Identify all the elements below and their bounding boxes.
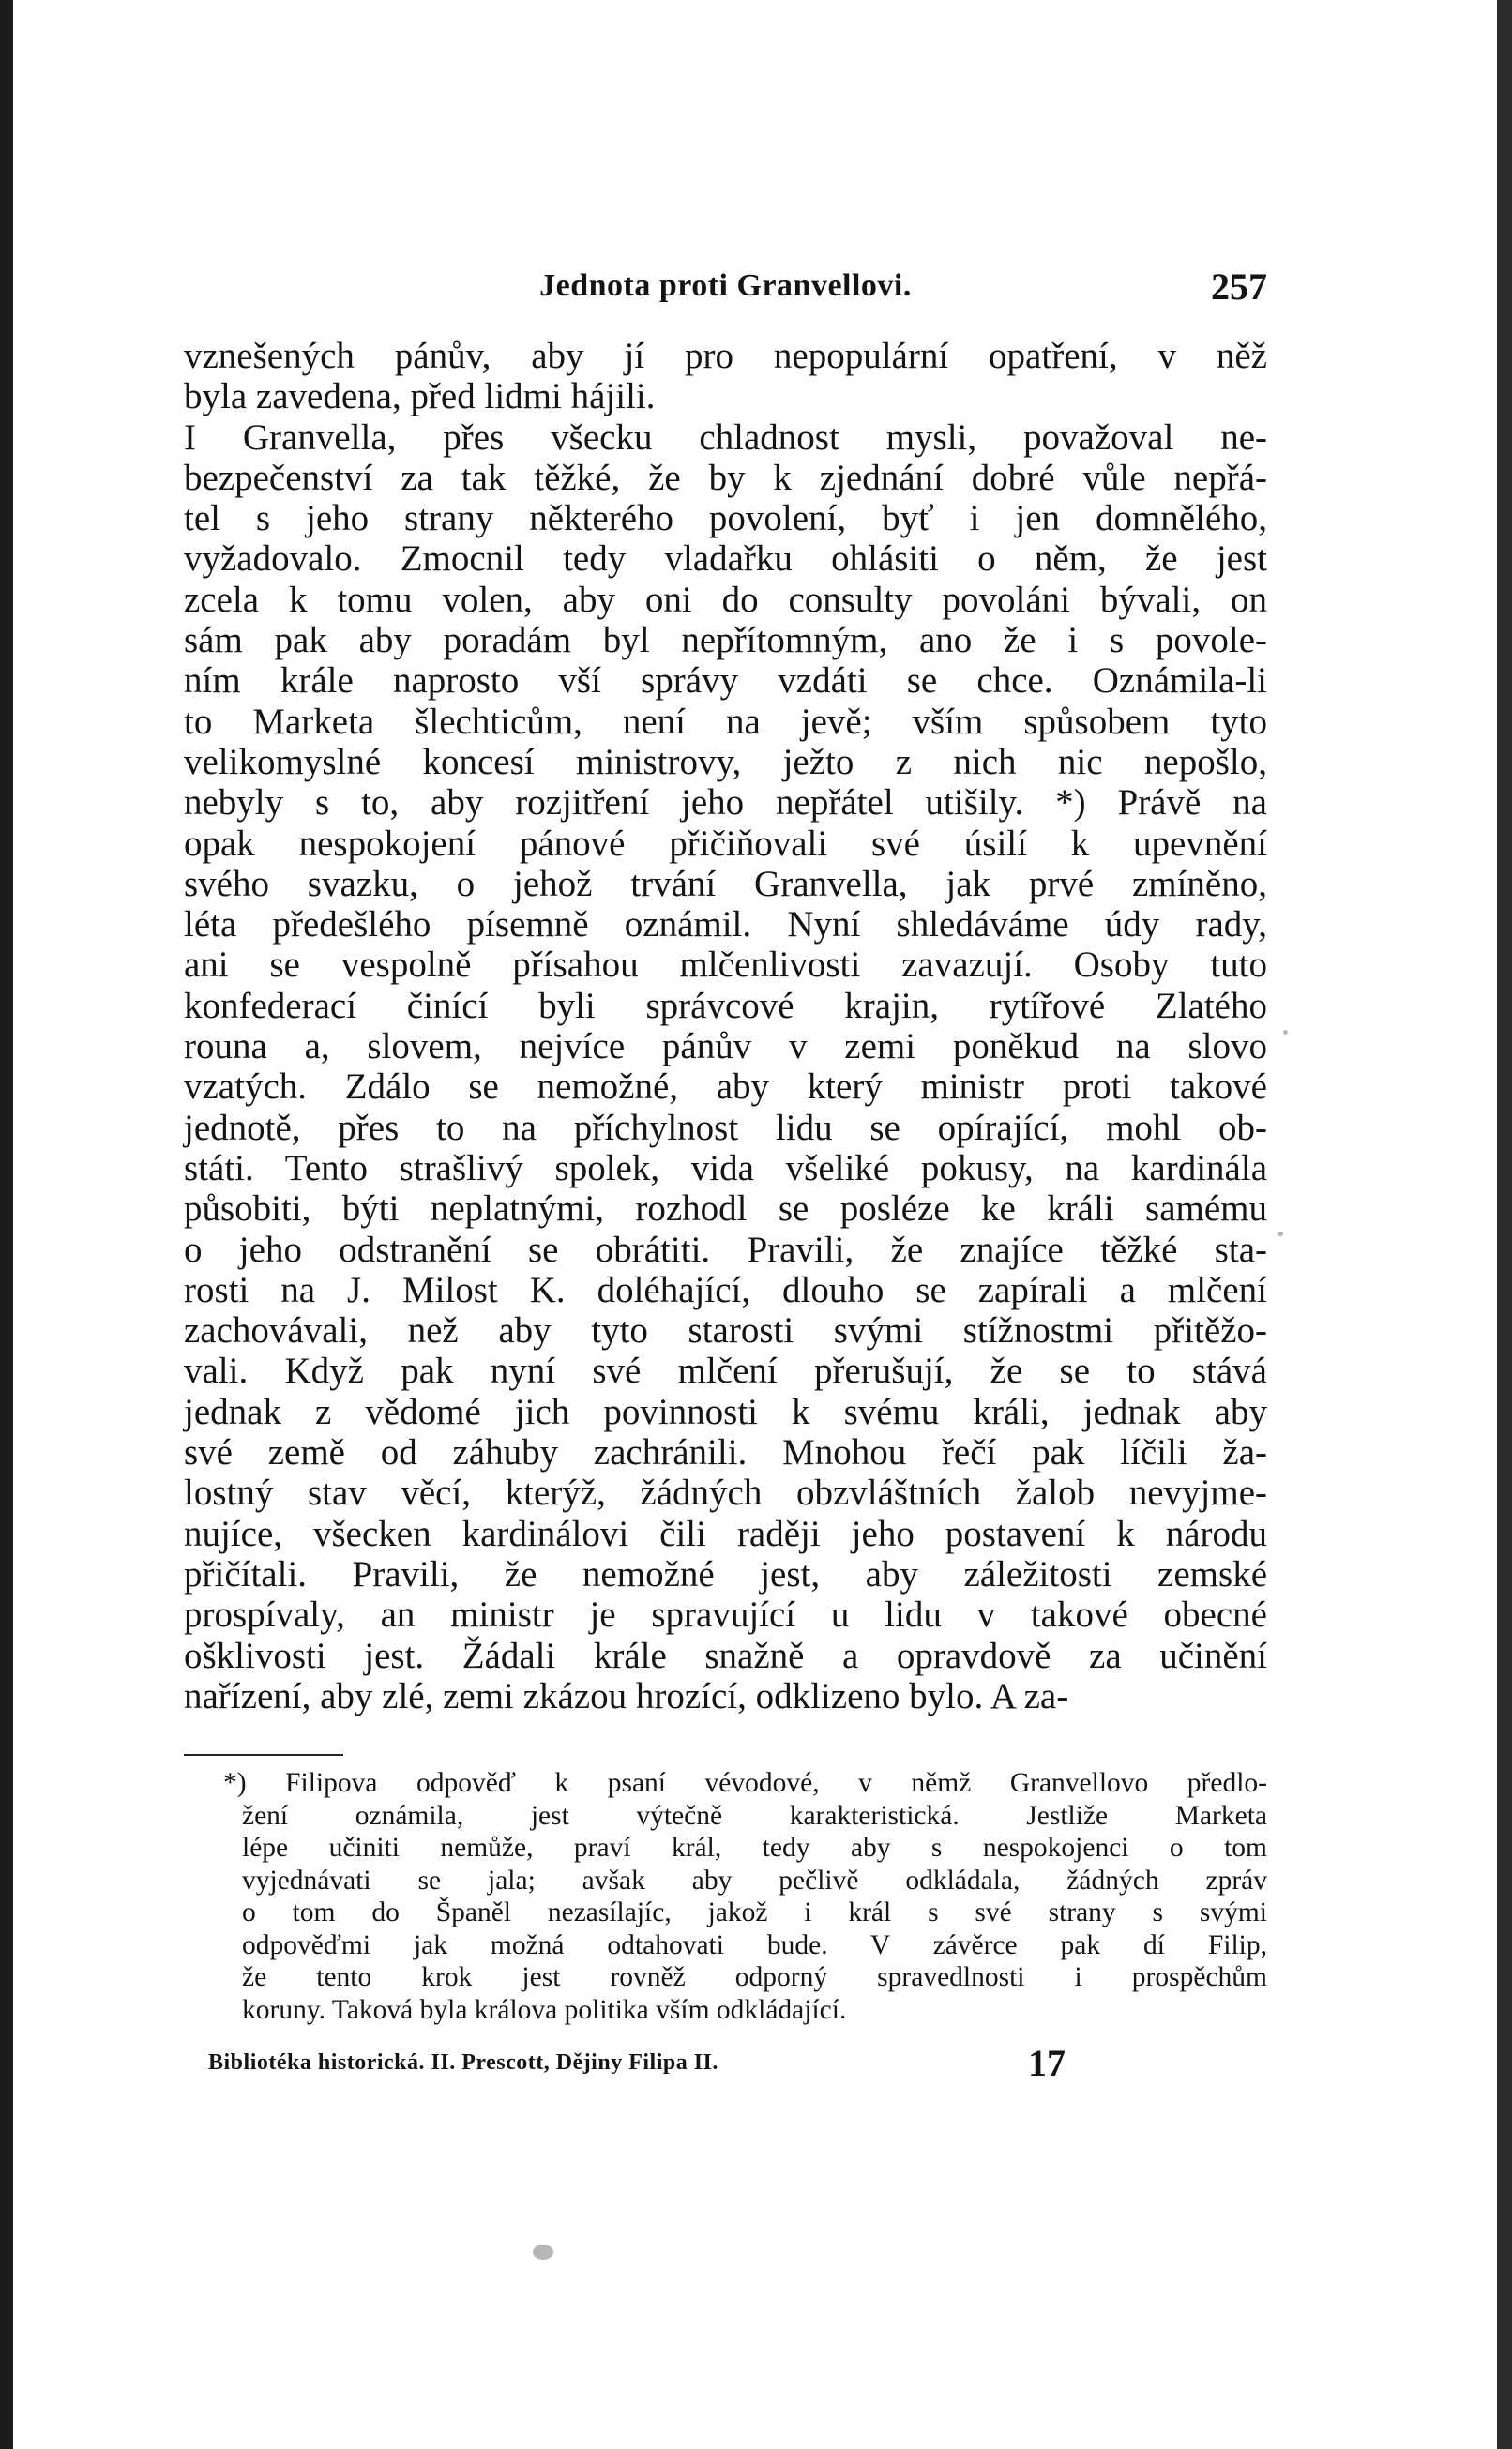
text-line: jednak z vědomé jich povinnosti k svému králi, jednak aby	[184, 1391, 1267, 1432]
text-line: prospívaly, an ministr je spravující u lidu v takové obecné	[184, 1595, 1267, 1636]
text-line: velikomyslné koncesí ministrovy, ježto z nich nic nepošlo,	[184, 741, 1267, 782]
footnote-line: lépe učiniti nemůže, praví král, tedy aby s nespokojenci o tom	[242, 1833, 1267, 1864]
footnote	[184, 1767, 1267, 2026]
scan-edge-left	[0, 0, 13, 2449]
page-number: 257	[1211, 265, 1267, 308]
footnote-line: odpověďmi jak možná odtahovati bude. V závěrce pak dí Filip,	[242, 1929, 1267, 1960]
footnote-line: že tento krok jest rovněž odporný spravedlnosti i prospěchům	[242, 1962, 1267, 1993]
paper-stain	[533, 2245, 553, 2260]
text-line: vznešených pánův, aby jí pro nepopulární opatření, v něž	[184, 336, 1267, 376]
text-line: vali. Když pak nyní své mlčení přerušují, že se to stává	[184, 1351, 1267, 1392]
text-line: jednotě, přes to na příchylnost lidu se opírající, mohl ob-	[184, 1107, 1267, 1148]
running-head	[184, 263, 1267, 319]
text-line: konfederací činící byli správcové krajin, rytířové Zlatého	[184, 985, 1267, 1026]
scan-edge-right	[1497, 0, 1512, 2449]
text-line: nujíce, všecken kardinálovi čili raději jeho postavení k národu	[184, 1513, 1267, 1554]
paper-speck	[1278, 1232, 1283, 1236]
text-line: působiti, býti neplatnými, rozhodl se posléze ke králi samému	[184, 1188, 1267, 1230]
running-title: Jednota proti Granvellovi.	[539, 268, 912, 303]
text-line: sám pak aby poradám byl nepřítomným, ano že i s povole-	[184, 620, 1267, 661]
text-line: o jeho odstranění se obrátiti. Pravili, že znajíce těžké sta-	[184, 1229, 1267, 1270]
footnote-line: o tom do Španěl nezasílajíc, jakož i král s své strany s svými	[242, 1897, 1267, 1928]
text-line: nařízení, aby zlé, zemi zkázou hrozící, odklizeno bylo. A za-	[184, 1675, 1069, 1716]
footnote-line: žení oznámila, jest výtečně karakteristická. Jestliže Marketa	[242, 1800, 1267, 1831]
text-line: byla zavedena, před lidmi hájili.	[184, 376, 656, 417]
text-line: státi. Tento strašlivý spolek, vida všeliké pokusy, na kardinála	[184, 1147, 1267, 1188]
text-line: I Granvella, přes všecku chladnost mysli, považoval ne-	[184, 416, 1267, 458]
text-line: svého svazku, o jehož trvání Granvella, jak prvé zmíněno,	[184, 863, 1267, 904]
signature-row	[184, 2041, 1267, 2085]
sheet-number: 17	[1028, 2042, 1066, 2085]
text-line: lostný stav věcí, kterýž, žádných obzvláštních žalob nevyjme-	[184, 1473, 1267, 1514]
text-line: vzatých. Zdálo se nemožné, aby který ministr proti takové	[184, 1066, 1267, 1108]
book-page	[184, 263, 1267, 2085]
footnote-line: vyjednávati se jala; avšak aby pečlivě odkládala, žádných zpráv	[242, 1865, 1267, 1896]
footnote-line: *) Filipova odpověď k psaní vévodové, v němž Granvellovo předlo-	[223, 1768, 1267, 1799]
text-line: rosti na J. Milost K. doléhající, dlouho se zapírali a mlčení	[184, 1269, 1267, 1310]
text-line: ním krále naprosto vší správy vzdáti se chce. Oznámila-li	[184, 660, 1267, 702]
text-line: bezpečenství za tak těžké, že by k zjednání dobré vůle nepřá-	[184, 457, 1267, 498]
text-line: zachovávali, než aby tyto starosti svými stížnostmi přitěžo-	[184, 1310, 1267, 1352]
body-text	[184, 336, 1267, 1716]
text-line: zcela k tomu volen, aby oni do consulty povoláni bývali, on	[184, 579, 1267, 620]
sheet-signature: Bibliotéka historická. II. Prescott, Dějiny Filipa II.	[208, 2050, 718, 2076]
footnote-line: koruny. Taková byla králova politika vším odkládající.	[242, 1994, 847, 2025]
text-line: to Marketa šlechticům, není na jevě; vším spůsobem tyto	[184, 701, 1267, 742]
text-line: ošklivosti jest. Žádali krále snažně a opravdově za učinění	[184, 1635, 1267, 1676]
text-line: tel s jeho strany některého povolení, byť i jen domnělého,	[184, 498, 1267, 539]
text-line: vyžadovalo. Zmocnil tedy vladařku ohlásiti o něm, že jest	[184, 538, 1267, 580]
text-line: své země od záhuby zachránili. Mnohou řečí pak líčili ža-	[184, 1432, 1267, 1474]
text-line: přičítali. Pravili, že nemožné jest, aby záležitosti zemské	[184, 1553, 1267, 1595]
text-line: nebyly s to, aby rozjitření jeho nepřátel utišily. *) Právě na	[184, 782, 1267, 824]
text-line: ani se vespolně přísahou mlčenlivosti zavazují. Osoby tuto	[184, 945, 1267, 986]
text-line: rouna a, slovem, nejvíce pánův v zemi poněkud na slovo	[184, 1026, 1267, 1067]
paper-speck	[1283, 1030, 1288, 1035]
footnote-rule	[184, 1754, 343, 1756]
text-line: opak nespokojení pánové přičiňovali své úsilí k upevnění	[184, 823, 1267, 864]
text-line: léta předešlého písemně oznámil. Nyní shledáváme údy rady,	[184, 904, 1267, 945]
